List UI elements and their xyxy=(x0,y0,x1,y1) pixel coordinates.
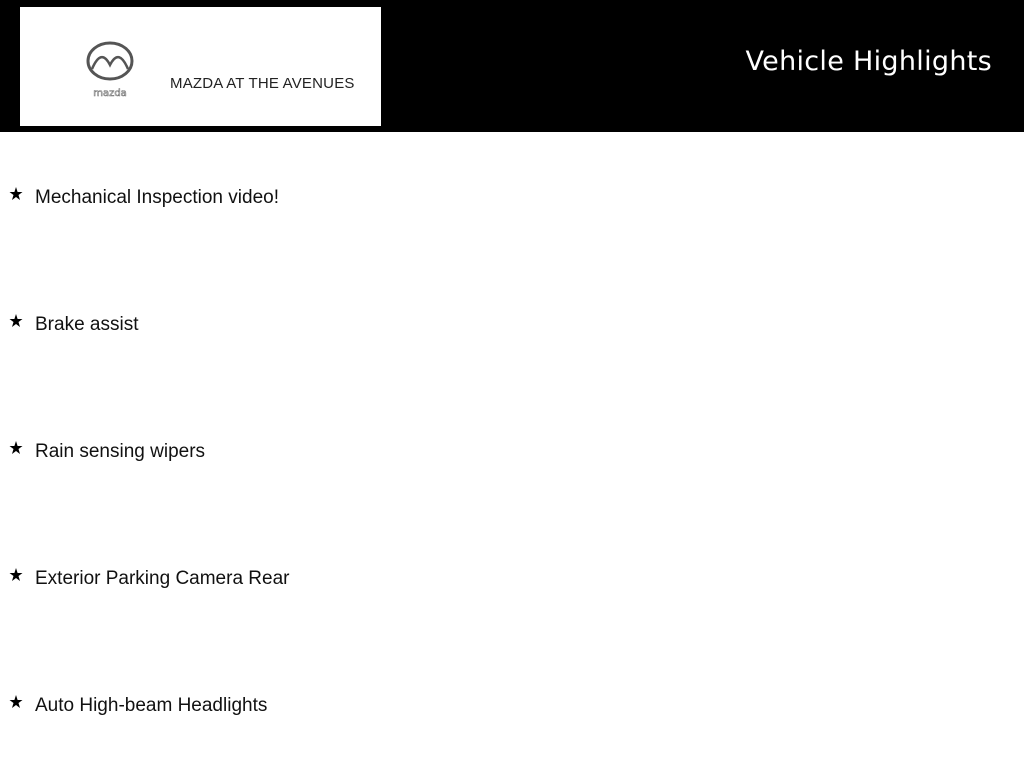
mazda-logo-icon xyxy=(80,39,140,101)
highlight-label: Exterior Parking Camera Rear xyxy=(35,568,290,589)
highlight-label: Rain sensing wipers xyxy=(35,441,206,462)
star-icon xyxy=(9,441,23,455)
page-title: Vehicle Highlights xyxy=(745,46,992,77)
highlight-item xyxy=(0,187,1024,217)
star-icon xyxy=(9,695,23,709)
highlight-item xyxy=(0,441,1024,471)
highlight-label: Auto High-beam Headlights xyxy=(35,695,268,716)
star-icon xyxy=(9,314,23,328)
highlight-item xyxy=(0,568,1024,598)
dealer-logo[interactable] xyxy=(20,7,381,126)
highlight-item xyxy=(0,695,1024,725)
dealer-name: MAZDA AT THE AVENUES xyxy=(170,75,355,92)
page-header xyxy=(0,0,1024,132)
highlight-label: Brake assist xyxy=(35,314,139,335)
star-icon xyxy=(9,187,23,201)
highlight-item xyxy=(0,314,1024,344)
mazda-wordmark: mazda xyxy=(93,88,127,99)
highlight-label: Mechanical Inspection video! xyxy=(35,187,279,208)
star-icon xyxy=(9,568,23,582)
